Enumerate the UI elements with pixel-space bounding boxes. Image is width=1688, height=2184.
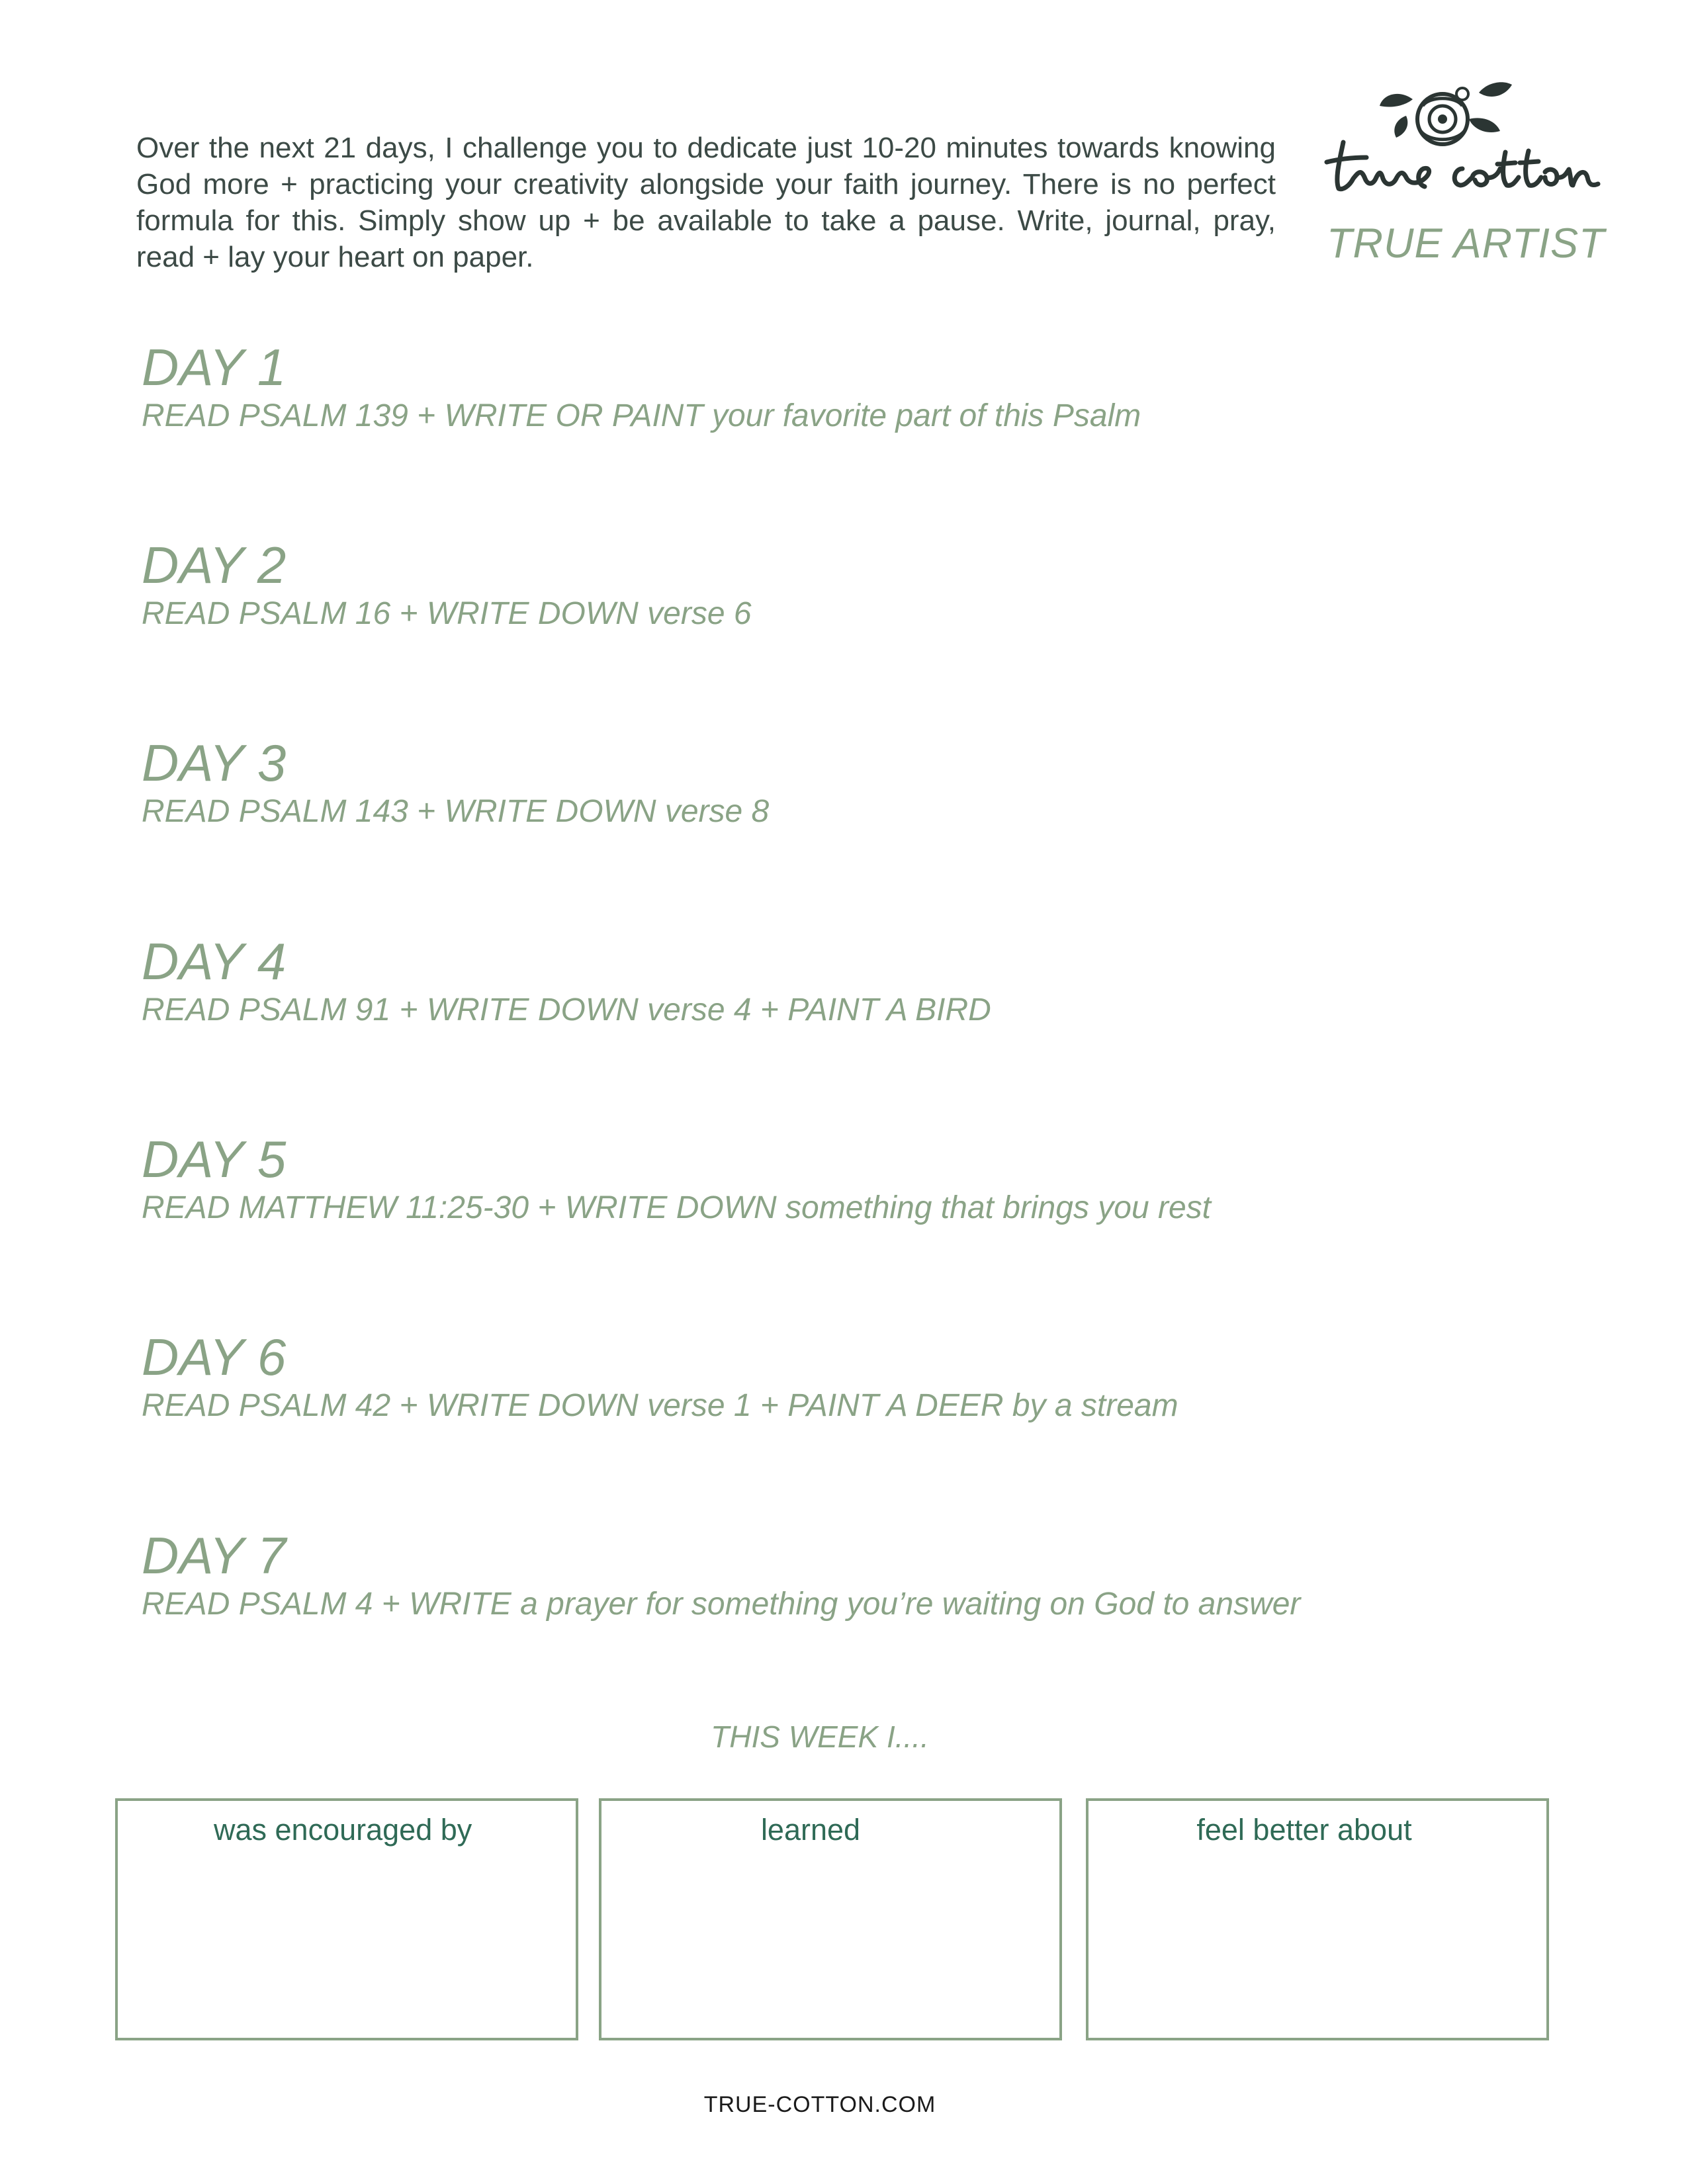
box-label: was encouraged by [214, 1813, 472, 1847]
box-label: feel better about [1196, 1813, 1412, 1847]
day-title: DAY 2 [142, 536, 287, 594]
true-cotton-logo [1313, 79, 1605, 212]
day-task: READ PSALM 91 + WRITE DOWN verse 4 + PAINT A BIRD [142, 992, 991, 1027]
day-task: READ MATTHEW 11:25-30 + WRITE DOWN something that brings you rest [142, 1190, 1212, 1225]
day-title: DAY 6 [142, 1328, 287, 1386]
day-task: READ PSALM 143 + WRITE DOWN verse 8 [142, 794, 770, 829]
reflection-box-learned[interactable] [599, 1798, 1062, 2040]
day-5 [142, 1131, 1211, 1227]
day-task: READ PSALM 16 + WRITE DOWN verse 6 [142, 596, 752, 631]
day-title: DAY 4 [142, 932, 287, 990]
day-title: DAY 7 [142, 1526, 287, 1585]
day-2 [142, 537, 752, 633]
day-task: READ PSALM 139 + WRITE OR PAINT your favorite part of this Psalm [142, 398, 1141, 433]
reflection-box-feel-better[interactable] [1086, 1798, 1549, 2040]
day-1 [142, 339, 1141, 435]
day-6 [142, 1329, 1178, 1425]
flower-icon [1313, 79, 1605, 212]
day-7 [142, 1527, 1300, 1624]
this-week-heading: THIS WEEK I.... [711, 1720, 929, 1754]
day-title: DAY 1 [142, 338, 287, 396]
day-title: DAY 3 [142, 734, 287, 792]
day-task: READ PSALM 4 + WRITE a prayer for something you’re waiting on God to answer [142, 1587, 1301, 1622]
day-task: READ PSALM 42 + WRITE DOWN verse 1 + PAINT A DEER by a stream [142, 1388, 1178, 1423]
reflection-box-encouraged[interactable] [115, 1798, 578, 2040]
website-footer: TRUE-COTTON.COM [703, 2092, 936, 2117]
box-label: learned [760, 1813, 861, 1847]
day-4 [142, 933, 991, 1029]
day-3 [142, 734, 769, 831]
intro-paragraph: Over the next 21 days, I challenge you to dedicate just 10-20 minutes towards knowing God more + practicing your creativity alongside your faith journey. There is no perfect formula for this. Simply show up + be available to take a pause. Write, journal, pray, read + lay your heart on paper. [136, 132, 1276, 273]
true-artist-subtitle: TRUE ARTIST [1327, 220, 1605, 267]
day-title: DAY 5 [142, 1130, 287, 1188]
